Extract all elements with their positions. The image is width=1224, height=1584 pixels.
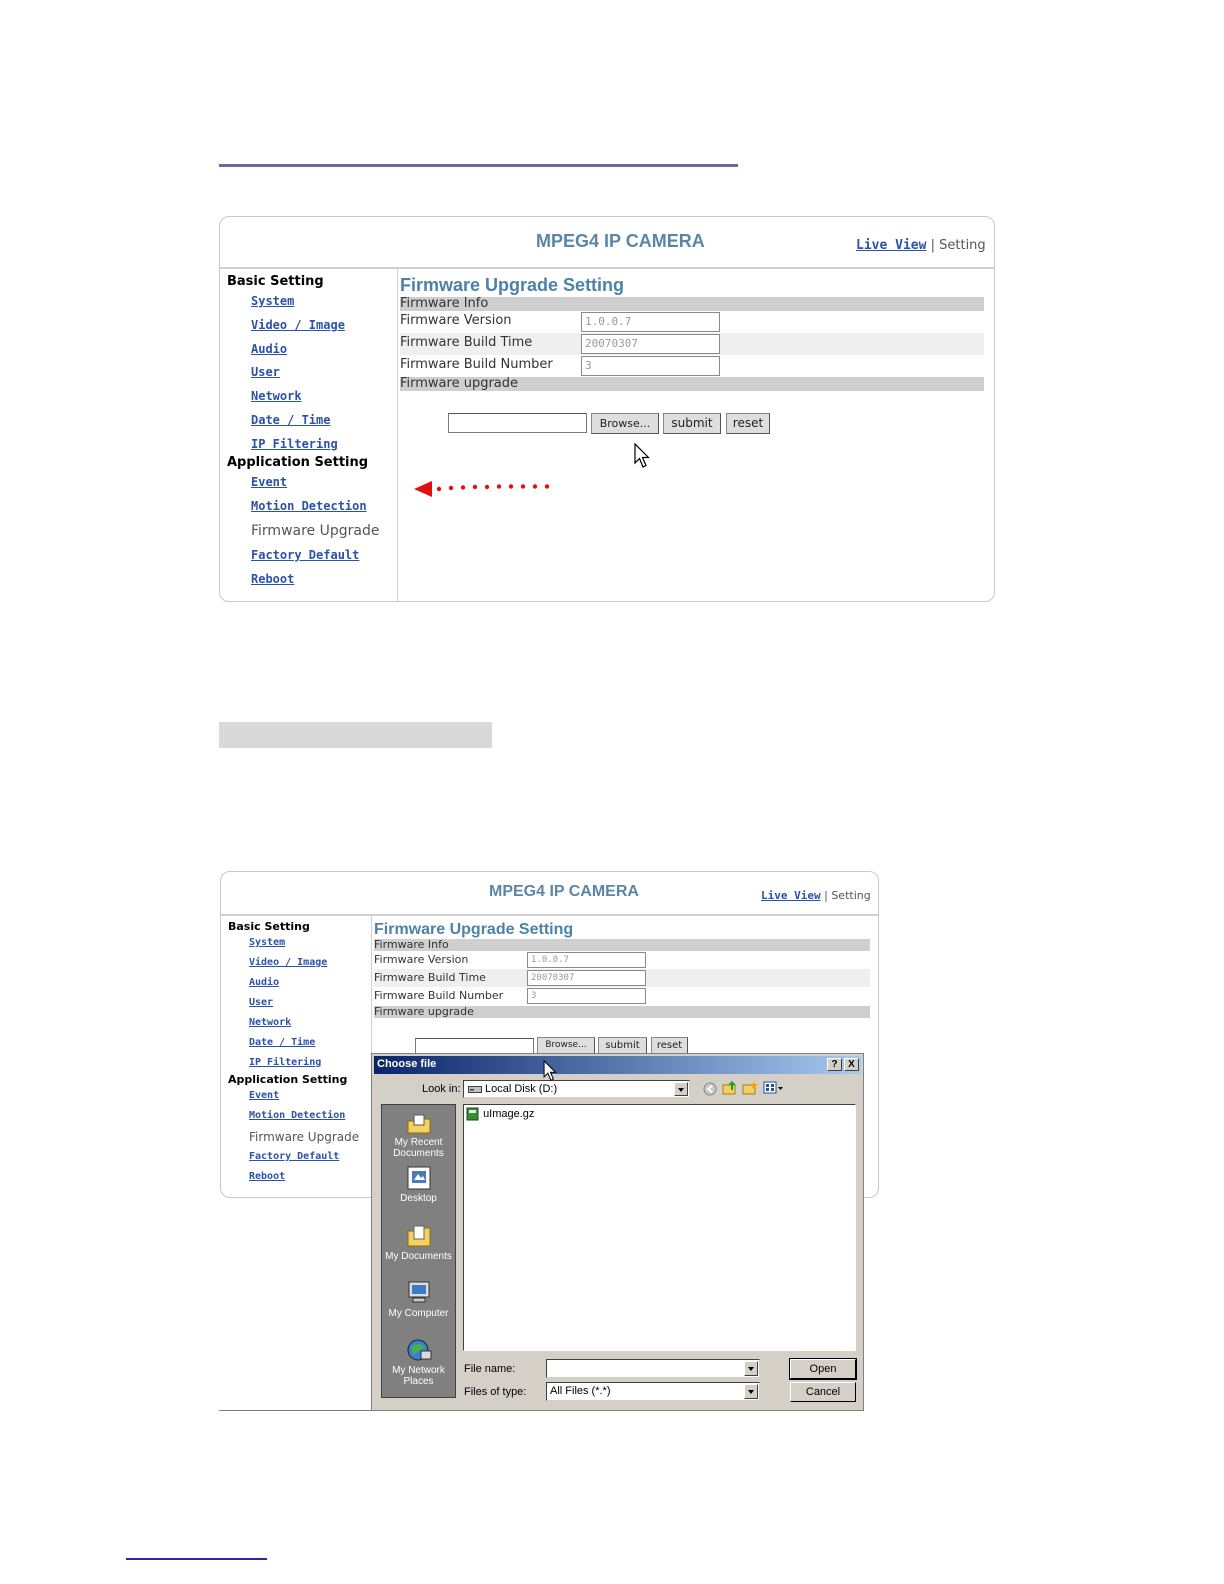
- submit-button[interactable]: submit: [598, 1037, 647, 1054]
- live-view-link[interactable]: Live View: [856, 238, 927, 253]
- footnote-rule: [126, 1558, 267, 1560]
- firmware-build-number-label: Firmware Build Number: [400, 357, 553, 372]
- cancel-button[interactable]: Cancel: [790, 1382, 856, 1402]
- reset-button[interactable]: reset: [726, 413, 770, 434]
- reset-button[interactable]: reset: [651, 1037, 688, 1054]
- browse-button[interactable]: Browse...: [537, 1037, 595, 1054]
- firmware-build-time-field: 20070307: [581, 334, 720, 354]
- basic-setting-heading: Basic Setting: [228, 920, 310, 933]
- file-path-input[interactable]: [415, 1038, 534, 1054]
- firmware-build-number-field: 3: [581, 356, 720, 376]
- firmware-upgrade-header: Firmware upgrade: [400, 377, 984, 391]
- file-name-input[interactable]: [546, 1359, 760, 1378]
- sidebar-item-network[interactable]: Network: [249, 1017, 292, 1028]
- mouse-cursor-icon: [543, 1060, 557, 1082]
- sidebar-item-video-image[interactable]: Video / Image: [249, 957, 328, 968]
- file-name: uImage.gz: [483, 1107, 535, 1120]
- dialog-title: Choose file: [377, 1058, 437, 1070]
- setting-label: Setting: [831, 889, 871, 902]
- top-separator: |: [930, 238, 935, 253]
- look-in-value: Local Disk (D:): [485, 1083, 558, 1095]
- page-title: Firmware Upgrade Setting: [400, 275, 625, 295]
- sidebar-item-reboot[interactable]: Reboot: [249, 1171, 286, 1182]
- live-view-link[interactable]: Live View: [761, 889, 821, 902]
- drive-icon: [468, 1085, 482, 1094]
- camera-title: MPEG4 IP CAMERA: [489, 883, 639, 900]
- section-rule: [219, 164, 738, 167]
- sidebar-item-date-time[interactable]: Date / Time: [251, 413, 331, 427]
- firmware-upgrade-header: Firmware upgrade: [374, 1006, 870, 1018]
- sidebar-item-system[interactable]: System: [249, 937, 286, 948]
- place-my-computer[interactable]: [382, 1280, 455, 1319]
- place-label: My Computer: [388, 1308, 449, 1319]
- chevron-down-icon[interactable]: [744, 1384, 758, 1399]
- look-in-label: Look in:: [422, 1083, 461, 1095]
- my-computer-icon: [405, 1280, 433, 1306]
- firmware-version-label: Firmware Version: [374, 953, 469, 966]
- sidebar-item-date-time[interactable]: Date / Time: [249, 1037, 316, 1048]
- firmware-build-number-field: 3: [527, 988, 646, 1004]
- firmware-info-header: Firmware Info: [400, 297, 984, 311]
- firmware-info-header: Firmware Info: [374, 939, 870, 951]
- firmware-build-time-field: 20070307: [527, 970, 646, 986]
- file-icon: [466, 1107, 480, 1121]
- file-type-value: All Files (*.*): [550, 1385, 611, 1397]
- file-type-select[interactable]: [546, 1382, 760, 1401]
- sidebar-item-ip-filtering[interactable]: IP Filtering: [251, 437, 338, 451]
- up-folder-icon[interactable]: [722, 1080, 738, 1096]
- camera-window-1: [219, 216, 995, 602]
- place-label: My Network Places: [392, 1365, 445, 1387]
- sidebar-item-user[interactable]: User: [251, 365, 280, 379]
- file-name-label: File name:: [464, 1363, 516, 1375]
- file-item[interactable]: [466, 1107, 534, 1121]
- firmware-version-label: Firmware Version: [400, 313, 512, 328]
- firmware-version-field: 1.0.0.7: [527, 952, 646, 968]
- open-button[interactable]: Open: [790, 1359, 856, 1379]
- sidebar-item-audio[interactable]: Audio: [249, 977, 280, 988]
- sidebar-item-firmware-upgrade[interactable]: Firmware Upgrade: [251, 523, 380, 539]
- choose-file-dialog: [371, 1053, 864, 1411]
- section-band: [219, 722, 492, 748]
- firmware-build-time-label: Firmware Build Time: [374, 971, 486, 984]
- file-path-input[interactable]: [448, 413, 587, 433]
- sidebar-item-network[interactable]: Network: [251, 389, 302, 403]
- sidebar-item-motion-detection[interactable]: Motion Detection: [251, 499, 367, 513]
- sidebar-item-ip-filtering[interactable]: IP Filtering: [249, 1057, 322, 1068]
- place-label: My Documents: [385, 1251, 452, 1262]
- setting-label: Setting: [939, 238, 986, 253]
- place-my-network-places[interactable]: [382, 1337, 455, 1387]
- dialog-title-bar[interactable]: [374, 1056, 861, 1074]
- sidebar-item-event[interactable]: Event: [251, 475, 288, 489]
- help-button[interactable]: ?: [827, 1058, 842, 1071]
- sidebar-item-motion-detection[interactable]: Motion Detection: [249, 1110, 346, 1121]
- firmware-build-time-label: Firmware Build Time: [400, 335, 533, 350]
- place-my-documents[interactable]: [382, 1223, 455, 1262]
- application-setting-heading: Application Setting: [227, 455, 369, 470]
- pointer-arrow-icon: [414, 479, 559, 499]
- camera-title: MPEG4 IP CAMERA: [536, 231, 705, 251]
- back-icon[interactable]: [703, 1082, 717, 1096]
- sidebar-item-reboot[interactable]: Reboot: [251, 572, 295, 586]
- place-label: Desktop: [400, 1193, 437, 1204]
- sidebar-continuation: [219, 1196, 372, 1411]
- file-type-label: Files of type:: [464, 1386, 527, 1398]
- my-documents-icon: [405, 1223, 433, 1249]
- mouse-cursor-icon: [634, 443, 650, 469]
- application-setting-heading: Application Setting: [228, 1073, 348, 1086]
- place-recent-documents[interactable]: [382, 1113, 455, 1159]
- file-list[interactable]: [463, 1104, 856, 1351]
- sidebar-item-audio[interactable]: Audio: [251, 342, 288, 356]
- top-links: [856, 238, 986, 253]
- top-separator: |: [824, 889, 828, 902]
- firmware-build-number-label: Firmware Build Number: [374, 989, 504, 1002]
- new-folder-icon[interactable]: [742, 1081, 758, 1096]
- places-bar: [381, 1104, 456, 1398]
- chevron-down-icon[interactable]: [674, 1082, 688, 1096]
- sidebar-item-firmware-upgrade[interactable]: Firmware Upgrade: [249, 1130, 360, 1144]
- view-menu-icon[interactable]: [763, 1081, 785, 1095]
- basic-setting-heading: Basic Setting: [227, 274, 324, 289]
- top-links: [761, 889, 871, 902]
- desktop-icon: [405, 1165, 433, 1191]
- recent-documents-icon: [406, 1113, 432, 1135]
- look-in-combo[interactable]: [463, 1080, 690, 1098]
- chevron-down-icon[interactable]: [744, 1361, 758, 1376]
- place-label: My Recent Documents: [393, 1137, 444, 1159]
- network-places-icon: [405, 1337, 433, 1363]
- sidebar-item-video-image[interactable]: Video / Image: [251, 318, 345, 332]
- sidebar-item-factory-default[interactable]: Factory Default: [249, 1151, 340, 1162]
- submit-button[interactable]: submit: [663, 413, 721, 434]
- close-button[interactable]: X: [844, 1058, 859, 1071]
- sidebar-item-user[interactable]: User: [249, 997, 274, 1008]
- sidebar-item-system[interactable]: System: [251, 294, 295, 308]
- sidebar-item-event[interactable]: Event: [249, 1090, 280, 1101]
- browse-button[interactable]: Browse...: [591, 413, 659, 434]
- page-title: Firmware Upgrade Setting: [374, 921, 574, 938]
- firmware-version-field: 1.0.0.7: [581, 312, 720, 332]
- sidebar-item-factory-default[interactable]: Factory Default: [251, 548, 360, 562]
- place-desktop[interactable]: [382, 1165, 455, 1204]
